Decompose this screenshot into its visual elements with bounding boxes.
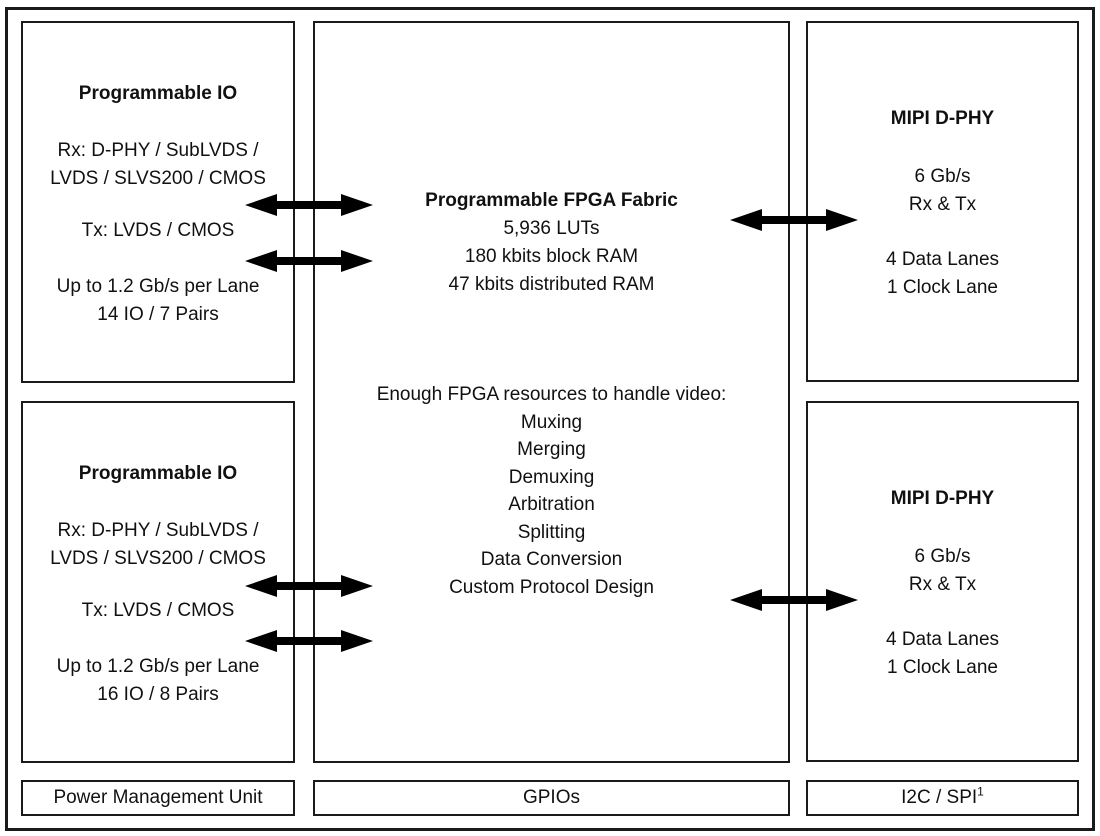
programmable-io-top-speed: Up to 1.2 Gb/s per Lane	[56, 276, 260, 297]
programmable-io-top-pairs: 14 IO / 7 Pairs	[97, 304, 219, 325]
programmable-io-top-title: Programmable IO	[78, 83, 238, 104]
programmable-io-bottom-rx-1: Rx: D-PHY / SubLVDS /	[57, 520, 259, 541]
fpga-resource-arbitration: Arbitration	[508, 494, 595, 515]
fpga-fabric-luts: 5,936 LUTs	[503, 218, 600, 239]
mipi-dphy-bottom-clock-lane: 1 Clock Lane	[887, 657, 998, 678]
mipi-dphy-top-speed: 6 Gb/s	[914, 166, 971, 187]
programmable-io-top-rx-1: Rx: D-PHY / SubLVDS /	[57, 140, 259, 161]
programmable-io-bottom-pairs: 16 IO / 8 Pairs	[97, 684, 219, 705]
bidirectional-arrow-mipi-top	[730, 207, 858, 233]
programmable-io-bottom-title: Programmable IO	[78, 463, 238, 484]
bidirectional-arrow-io-bottom-2	[245, 628, 373, 654]
bidirectional-arrow-io-top-1	[245, 192, 373, 218]
mipi-dphy-bottom-box	[806, 401, 1079, 762]
power-management-unit-bar	[21, 780, 295, 816]
mipi-dphy-bottom-title: MIPI D-PHY	[890, 488, 995, 509]
gpios-bar	[313, 780, 790, 816]
i2c-spi-label: I2C / SPI$^1$	[901, 784, 984, 808]
fpga-resources-header: Enough FPGA resources to handle video:	[376, 384, 727, 405]
fpga-fabric-box	[313, 21, 790, 763]
fpga-resource-demuxing: Demuxing	[508, 466, 595, 488]
fpga-resource-muxing: Muxing	[520, 411, 583, 433]
mipi-dphy-top-clock-lane: 1 Clock Lane	[887, 277, 998, 298]
mipi-dphy-bottom-speed: 6 Gb/s	[914, 546, 971, 567]
mipi-dphy-top-title: MIPI D-PHY	[890, 108, 995, 129]
fpga-resource-data-conversion: Data Conversion	[480, 549, 623, 570]
bidirectional-arrow-io-bottom-1	[245, 573, 373, 599]
i2c-spi-bar	[806, 780, 1079, 816]
mipi-dphy-bottom-data-lanes: 4 Data Lanes	[885, 629, 1000, 650]
programmable-io-top-tx: Tx: LVDS / CMOS	[81, 220, 235, 241]
programmable-io-top-rx-2: LVDS / SLVS200 / CMOS	[50, 168, 266, 189]
fpga-fabric-dist-ram: 47 kbits distributed RAM	[448, 274, 655, 295]
fpga-resource-custom-protocol: Custom Protocol Design	[449, 576, 654, 598]
fpga-resource-merging: Merging	[517, 439, 586, 460]
fpga-resource-splitting: Splitting	[517, 521, 586, 543]
programmable-io-bottom-rx-2: LVDS / SLVS200 / CMOS	[50, 548, 266, 569]
bidirectional-arrow-mipi-bottom	[730, 587, 858, 613]
mipi-dphy-top-box	[806, 21, 1079, 382]
i2c-spi-footnote-superscript: 1	[977, 784, 984, 799]
programmable-io-bottom-tx: Tx: LVDS / CMOS	[81, 600, 235, 621]
mipi-dphy-top-direction: Rx & Tx	[908, 194, 977, 215]
gpios-label: GPIOs	[522, 787, 580, 808]
mipi-dphy-top-data-lanes: 4 Data Lanes	[885, 249, 1000, 270]
fpga-fabric-block-ram: 180 kbits block RAM	[464, 246, 639, 267]
programmable-io-bottom-speed: Up to 1.2 Gb/s per Lane	[56, 656, 260, 677]
fpga-fabric-title: Programmable FPGA Fabric	[425, 190, 678, 211]
power-management-unit-label: Power Management Unit	[53, 787, 263, 808]
mipi-dphy-bottom-direction: Rx & Tx	[908, 574, 977, 595]
bidirectional-arrow-io-top-2	[245, 248, 373, 274]
